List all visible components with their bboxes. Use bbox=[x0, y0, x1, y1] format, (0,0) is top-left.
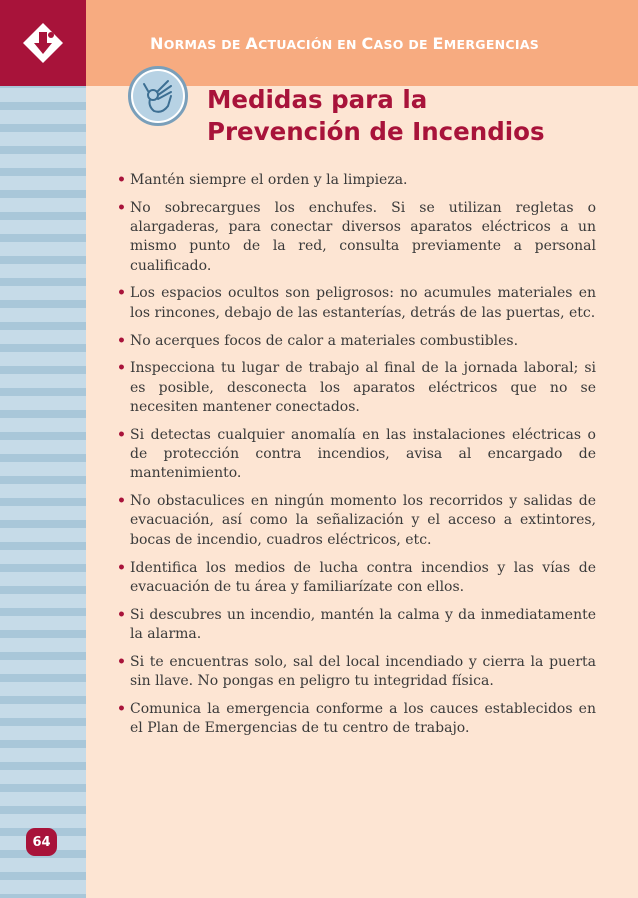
list-item: • No acerques focos de calor a materiales combustibles. bbox=[116, 332, 596, 351]
section-icon-badge bbox=[128, 66, 188, 126]
logo bbox=[0, 0, 86, 86]
header-title: NORMAS DE ACTUACIÓN EN CASO DE EMERGENCIAS bbox=[150, 34, 540, 53]
list-item: • Si descubres un incendio, mantén la calma y da inmediatamente la alarma. bbox=[116, 606, 596, 645]
section-title-line1: Medidas para la bbox=[207, 85, 428, 114]
list-item: • Si detectas cualquier anomalía en las instalaciones eléctricas o de protección contra incendios, avisa al encargado de mantenimiento. bbox=[116, 426, 596, 484]
section-title-line2: Prevención de Incendios bbox=[207, 117, 545, 146]
list-item: • Identifica los medios de lucha contra incendios y las vías de evacuación de tu área y familiarízate con ellos. bbox=[116, 559, 596, 598]
list-item: • Mantén siempre el orden y la limpieza. bbox=[116, 171, 596, 190]
ok-hand-icon bbox=[138, 76, 178, 116]
list-item: • Comunica la emergencia conforme a los cauces establecidos en el Plan de Emergencias de tu centro de trabajo. bbox=[116, 700, 596, 739]
diamond-arrow-logo-icon bbox=[20, 20, 66, 66]
list-item: • Si te encuentras solo, sal del local incendiado y cierra la puerta sin llave. No pongas en peligro tu integridad física. bbox=[116, 653, 596, 692]
prevention-list bbox=[116, 171, 596, 747]
page-number: 64 bbox=[26, 828, 57, 856]
list-item: • Inspecciona tu lugar de trabajo al final de la jornada laboral; si es posible, desconecta los aparatos eléctricos que no se necesiten mantener conectados. bbox=[116, 359, 596, 417]
section-title bbox=[207, 84, 545, 148]
list-item: • No sobrecargues los enchufes. Si se utilizan regletas o alargaderas, para conectar diversos aparatos eléctricos a un mismo punto de la red, consulta previamente a personal cualificado. bbox=[116, 199, 596, 276]
striped-sidebar bbox=[0, 0, 86, 898]
list-item: • No obstaculices en ningún momento los recorridos y salidas de evacuación, así como la señalización y el acceso a extintores, bocas de incendio, cuadros eléctricos, etc. bbox=[116, 492, 596, 550]
list-item: • Los espacios ocultos son peligrosos: no acumules materiales en los rincones, debajo de las estanterías, detrás de las puertas, etc. bbox=[116, 284, 596, 323]
